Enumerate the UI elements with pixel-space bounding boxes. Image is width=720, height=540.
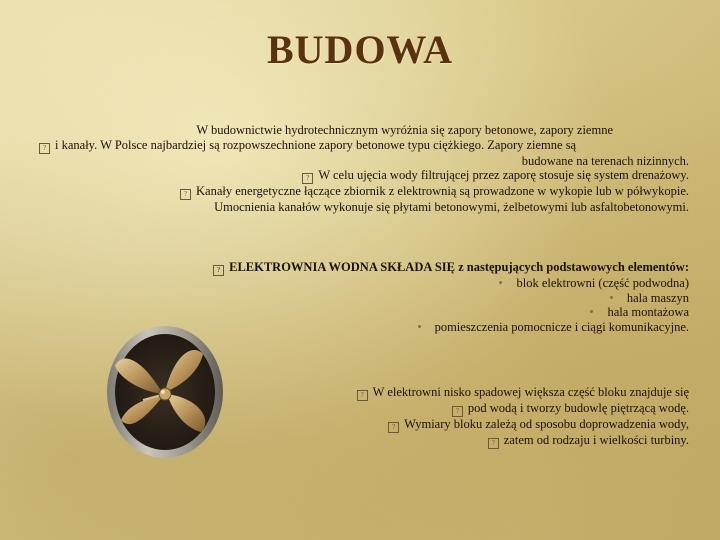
bullet-icon: ? <box>213 265 224 276</box>
dot-bullet-icon <box>590 310 593 313</box>
text-line: Umocnienia kanałów wykonuje się płytami betonowymi, żelbetowymi lub asfaltobetonowymi. <box>214 200 689 215</box>
text-line <box>269 401 689 417</box>
list-item-text: pomieszczenia pomocnicze i ciągi komunikacyjne. <box>434 319 689 334</box>
bullet-icon: ? <box>357 390 368 401</box>
text-line: W budownictwie hydrotechnicznym wyróżnia się zapory betonowe, zapory ziemne <box>196 123 613 137</box>
text-line <box>269 433 689 449</box>
text-line-content: zatem od rodzaju i wielkości turbiny. <box>503 433 689 447</box>
dot-bullet-icon <box>499 281 502 284</box>
text-line-content: W elektrowni nisko spadowej większa część bloku znajduje się <box>372 385 689 399</box>
text-line <box>39 184 689 200</box>
bullet-icon: ? <box>452 406 463 417</box>
list-item-text: hala montażowa <box>607 305 689 320</box>
heading-text: ELEKTROWNIA WODNA SKŁADA SIĘ z następujących podstawowych elementów: <box>229 260 689 274</box>
section-heading <box>89 260 689 276</box>
text-line <box>269 417 689 433</box>
dot-bullet-icon <box>610 296 613 299</box>
text-line-content: pod wodą i tworzy budowlę piętrzącą wodę. <box>467 401 689 415</box>
text-line <box>39 168 689 184</box>
bullet-icon: ? <box>488 438 499 449</box>
bullet-icon: ? <box>388 422 399 433</box>
kaplan-turbine-icon <box>103 320 227 460</box>
paragraph-dams <box>39 123 689 215</box>
list-item <box>89 276 689 291</box>
list-item <box>89 305 689 320</box>
text-line-content: Wymiary bloku zależą od sposobu doprowadzenia wody, <box>404 417 689 431</box>
list-item <box>89 291 689 306</box>
bullet-icon: ? <box>39 143 50 154</box>
text-line <box>39 138 689 154</box>
dot-bullet-icon <box>418 325 421 328</box>
bullet-icon: ? <box>180 189 191 200</box>
text-line: budowane na terenach nizinnych. <box>521 153 689 168</box>
text-line-content: i kanały. W Polsce najbardziej są rozpowszechnione zapory betonowe typu ciężkiego. Zapory ziemne są <box>55 137 577 152</box>
slide-title: BUDOWA <box>266 27 454 72</box>
bullet-icon: ? <box>302 173 313 184</box>
list-item-text: blok elektrowni (część podwodna) <box>516 276 689 290</box>
paragraph-low-head <box>269 385 689 449</box>
list-item-text: hala maszyn <box>626 290 689 305</box>
text-line-content: Kanały energetyczne łączące zbiornik z elektrownią są prowadzone w wykopie lub w półwykopie. <box>196 184 689 199</box>
text-line <box>269 385 689 401</box>
text-line-content: W celu ujęcia wody filtrującej przez zaporę stosuje się system drenażowy. <box>318 168 689 183</box>
